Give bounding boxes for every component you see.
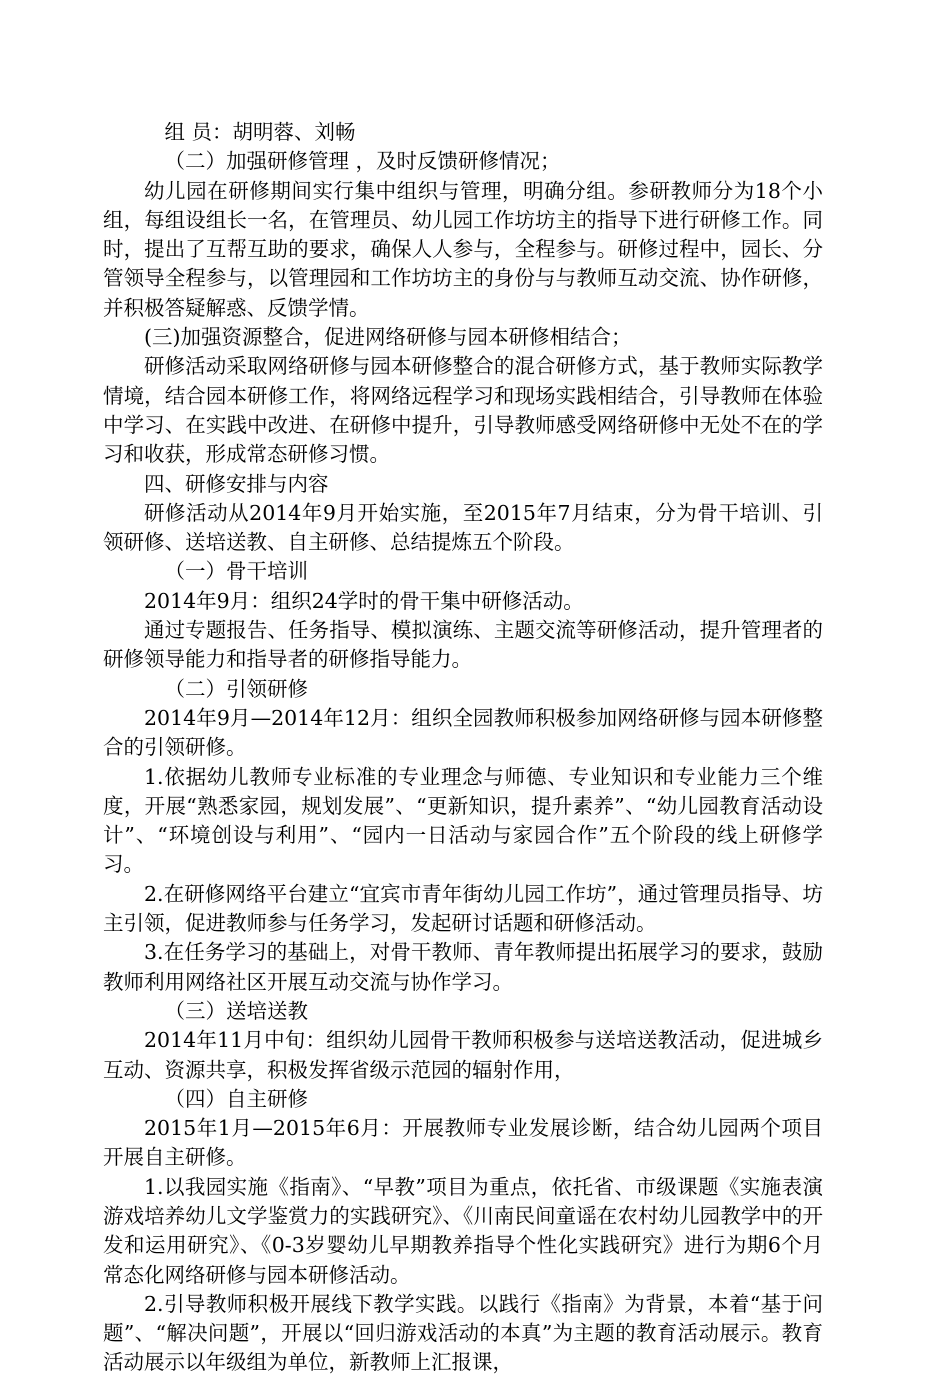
document-body — [103, 118, 823, 1378]
list-item-2: 2.在研修网络平台建立“宜宾市青年街幼儿园工作坊”，通过管理员指导、坊主引领，促进教师参与任务学习，发起研讨话题和研修活动。 — [103, 881, 823, 936]
subsection-heading-3: （三）送培送教 — [164, 998, 308, 1023]
list-item-2: 2.引导教师积极开展线下教学实践。以践行《指南》为背景，本着“基于问题”、“解决问题”，开展以“回归游戏活动的本真”为主题的教育活动展示。教育活动展示以年级组为单位，新教师上汇报课， — [103, 1291, 823, 1375]
subsection-heading-4: （四）自主研修 — [164, 1086, 308, 1111]
body-paragraph: 2014年9月：组织24学时的骨干集中研修活动。 — [144, 588, 584, 613]
body-paragraph: 通过专题报告、任务指导、模拟演练、主题交流等研修活动，提升管理者的研修领导能力和指导者的研修指导能力。 — [103, 618, 823, 672]
body-paragraph: 2014年11月中旬：组织幼儿园骨干教师积极参与送培送教活动，促进城乡互动、资源共享，积极发挥省级示范园的辐射作用， — [103, 1028, 823, 1082]
list-item-3: 3.在任务学习的基础上，对骨干教师、青年教师提出拓展学习的要求，鼓励教师利用网络社区开展互动交流与协作学习。 — [103, 940, 823, 994]
subsection-heading-2: （二）引领研修 — [164, 676, 308, 701]
chapter-heading-4: 四、研修安排与内容 — [144, 471, 329, 496]
team-members-line: 组 员：胡明蓉、刘畅 — [164, 120, 356, 144]
list-item-1: 1.依据幼儿教师专业标准的专业理念与师德、专业知识和专业能力三个维度，开展“熟悉家园，规划发展”、“更新知识，提升素养”、“幼儿园教育活动设计”、“环境创设与利用”、“园内一日活动与家园合作”五个阶段的线上研修学习。 — [103, 764, 823, 877]
section-heading-2: （二）加强研修管理 ，及时反馈研修情况； — [164, 149, 561, 174]
subsection-heading-1: （一）骨干培训 — [164, 559, 308, 584]
body-paragraph: 2014年9月—2014年12月：组织全园教师积极参加网络研修与园本研修整合的引领研修。 — [103, 705, 823, 760]
list-item-1: 1.以我园实施《指南》、“早教”项目为重点，依托省、市级课题《实施表演游戏培养幼儿文学鉴赏力的实践研究》、《川南民间童谣在农村幼儿园教学中的开发和运用研究》、《0-3岁婴幼儿早期教养指导个性化实践研究》进行为期6个月常态化网络研修与园本研修活动。 — [103, 1174, 823, 1287]
body-paragraph: 幼儿园在研修期间实行集中组织与管理，明确分组。参研教师分为18个小组，每组设组长一名，在管理员、幼儿园工作坊坊主的指导下进行研修工作。同时，提出了互帮互助的要求，确保人人参与，全程参与。研修过程中，园长、分管领导全程参与，以管理园和工作坊坊主的身份与与教师互动交流、协作研修，并积极答疑解惑、反馈学情。 — [103, 178, 823, 320]
body-paragraph: 研修活动从2014年9月开始实施，至2015年7月结束，分为骨干培训、引领研修、送培送教、自主研修、总结提炼五个阶段。 — [103, 500, 823, 555]
section-heading-3: (三)加强资源整合，促进网络研修与园本研修相结合； — [144, 325, 632, 350]
body-paragraph: 研修活动采取网络研修与园本研修整合的混合研修方式，基于教师实际教学情境，结合园本研修工作，将网络远程学习和现场实践相结合，引导教师在体验中学习、在实践中改进、在研修中提升，引导教师感受网络研修中无处不在的学习和收获，形成常态研修习惯。 — [103, 354, 823, 467]
body-paragraph: 2015年1月—2015年6月：开展教师专业发展诊断，结合幼儿园两个项目开展自主研修。 — [103, 1116, 823, 1170]
